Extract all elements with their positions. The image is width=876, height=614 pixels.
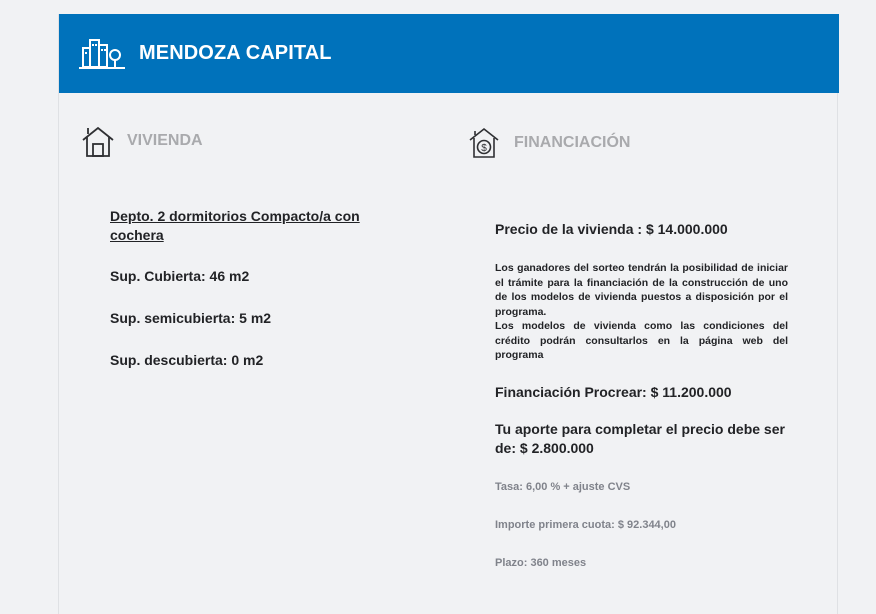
financing-description — [495, 261, 788, 363]
property-card — [58, 14, 838, 614]
description-paragraph: Los ganadores del sorteo tendrán la posibilidad de iniciar el trámite para la financiación de la construcción de uno de los modelos de vivienda puestos a disposición por el programa. — [495, 262, 788, 318]
first-installment: Importe primera cuota: $ 92.344,00 — [495, 518, 676, 531]
semi-covered-area: Sup. semicubierta: 5 m2 — [110, 310, 272, 326]
house-icon — [81, 124, 115, 158]
loan-term: Plazo: 360 meses — [495, 556, 587, 569]
financiacion-section-header — [467, 126, 630, 160]
svg-text:$: $ — [481, 143, 487, 154]
covered-area: Sup. Cubierta: 46 m2 — [110, 268, 250, 284]
contribution-amount: Tu aporte para completar el precio debe ser de: $ 2.800.000 — [495, 420, 785, 456]
description-paragraph: Los modelos de vivienda como las condiciones del crédito podrán consultarlos en la página web del programa — [495, 320, 788, 361]
uncovered-area: Sup. descubierta: 0 m2 — [110, 352, 264, 368]
financiacion-details — [495, 220, 788, 594]
card-header — [59, 14, 839, 93]
financiacion-section-label: FINANCIACIÓN — [514, 134, 631, 151]
property-price: Precio de la vivienda : $ 14.000.000 — [495, 221, 728, 237]
property-type-link[interactable]: Depto. 2 dormitorios Compacto/a con cochera — [110, 208, 360, 243]
city-title: MENDOZA CAPITAL — [139, 42, 332, 64]
house-dollar-icon — [467, 126, 501, 160]
city-buildings-icon — [79, 36, 125, 70]
vivienda-details — [110, 207, 400, 393]
financing-amount: Financiación Procrear: $ 11.200.000 — [495, 383, 732, 400]
vivienda-section-label: VIVIENDA — [127, 132, 203, 149]
vivienda-section-header — [81, 124, 203, 158]
interest-rate: Tasa: 6,00 % + ajuste CVS — [495, 480, 631, 493]
